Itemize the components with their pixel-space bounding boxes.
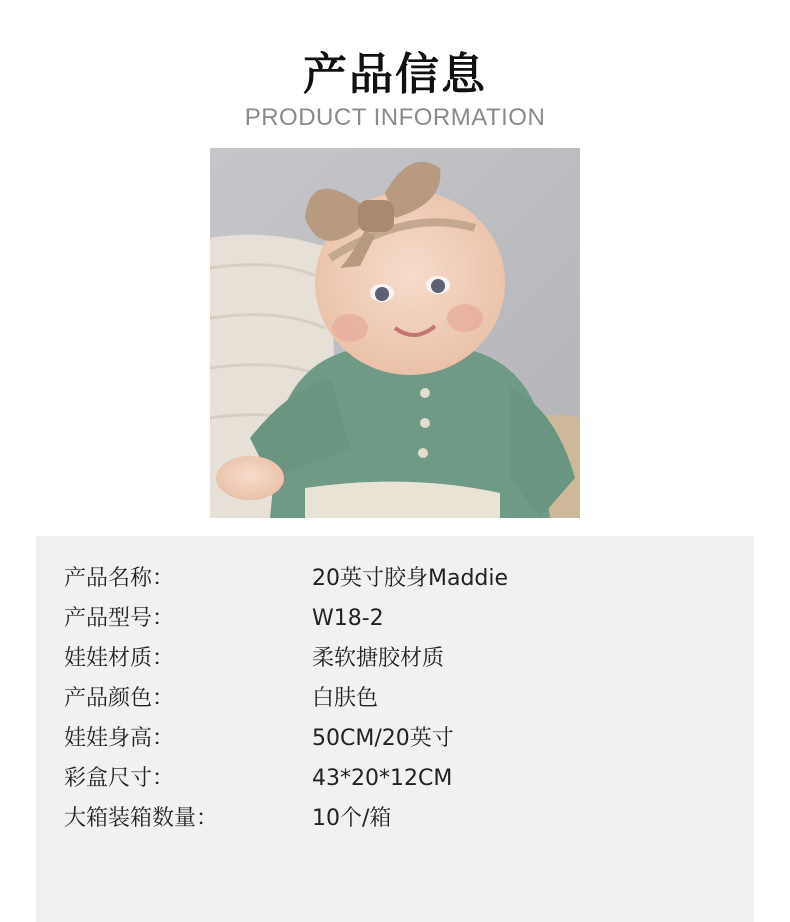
- spec-value: 20英寸胶身Maddie: [312, 566, 509, 591]
- spec-value: 白肤色: [312, 686, 379, 711]
- product-info-panel: [36, 536, 754, 922]
- spec-value: 柔软搪胶材质: [312, 646, 445, 671]
- spec-label: 产品颜色：: [64, 686, 175, 711]
- spec-label: 娃娃身高：: [64, 726, 175, 751]
- page-title-cn: 产品信息: [303, 49, 487, 100]
- product-photo: [210, 148, 580, 518]
- spec-value: W18-2: [312, 606, 384, 631]
- page-title-en: PRODUCT INFORMATION: [244, 104, 546, 131]
- baby-doll-illustration: [210, 148, 580, 518]
- spec-value: 43*20*12CM: [312, 766, 453, 791]
- spec-label: 产品型号：: [64, 606, 175, 631]
- spec-label: 产品名称：: [64, 566, 175, 591]
- spec-value: 50CM/20英寸: [312, 726, 454, 751]
- spec-label: 彩盒尺寸：: [64, 766, 175, 791]
- spec-label: 娃娃材质：: [64, 646, 175, 671]
- spec-value: 10个/箱: [312, 806, 392, 831]
- spec-label: 大箱装箱数量：: [64, 806, 219, 831]
